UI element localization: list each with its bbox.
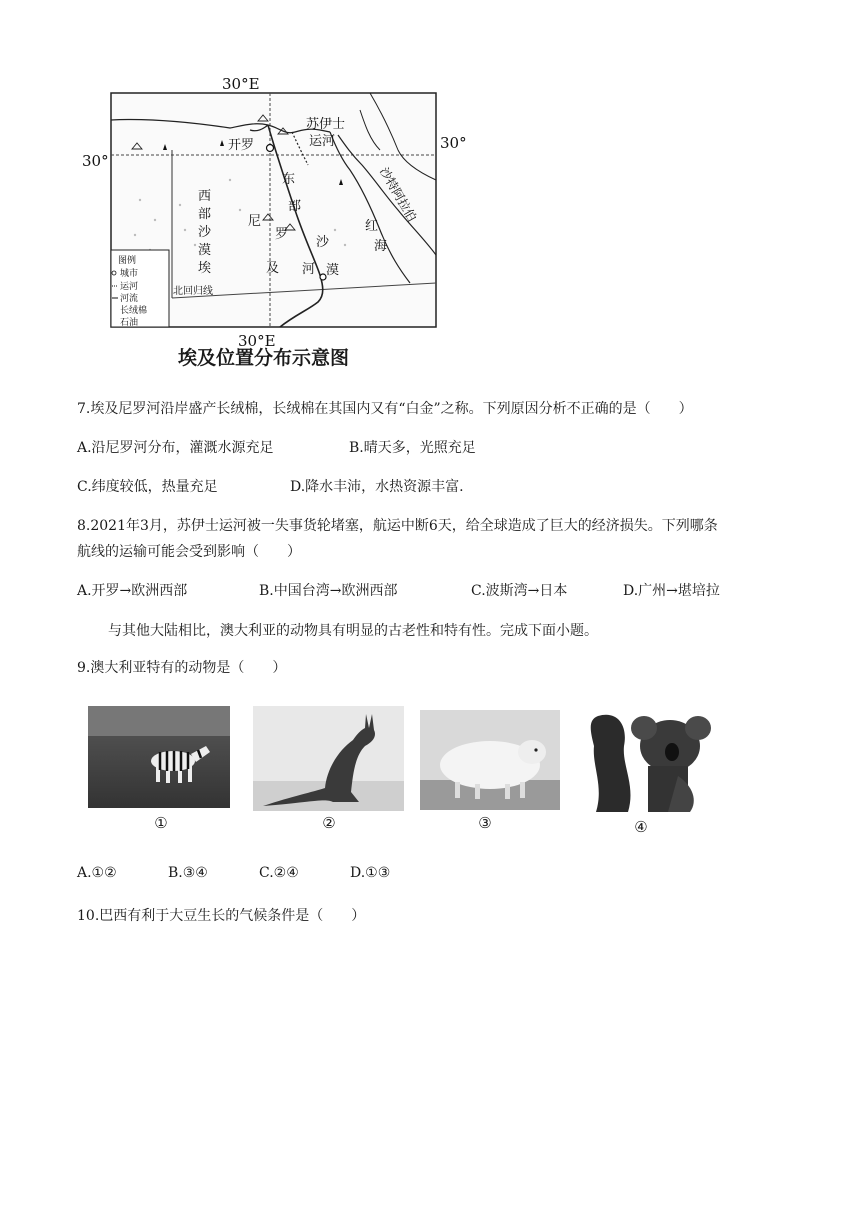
place-west-desert-3: 沙	[198, 225, 212, 240]
legend-item-canal: 运河	[120, 282, 139, 292]
q8-option-a[interactable]: A.开罗→欧洲西部	[77, 583, 188, 599]
place-nile-3: 河	[302, 262, 316, 277]
tropic-label: 北回归线	[173, 286, 213, 297]
q10-stem: 10.巴西有利于大豆生长的气候条件是（ ）	[77, 908, 366, 924]
legend-item-oil: 石油	[120, 318, 139, 328]
q9-option-d[interactable]: D.①③	[350, 865, 391, 881]
q9-option-a[interactable]: A.①②	[77, 865, 117, 881]
photo-koala	[578, 706, 718, 814]
q7-option-b[interactable]: B.晴天多，光照充足	[349, 440, 476, 456]
q7-stem: 7.埃及尼罗河沿岸盛产长绒棉，长绒棉在其国内又有“白金”之称。下列原因分析不正确的是（ ）	[77, 401, 693, 417]
place-east-desert-3: 沙	[316, 235, 330, 250]
place-cairo: 开罗	[228, 138, 255, 153]
place-west-desert-2: 部	[198, 207, 212, 222]
place-west-desert-4: 漠	[198, 243, 212, 258]
photo-zebra	[88, 706, 230, 808]
q8-option-b[interactable]: B.中国台湾→欧洲西部	[259, 583, 398, 599]
lat-label-left: 30°	[82, 152, 109, 170]
map-title: 埃及位置分布示意图	[178, 347, 350, 369]
q8-stem-line1: 8.2021年3月，苏伊士运河被一失事货轮堵塞，航运中断6天，给全球造成了巨大的经济损失。下列哪条	[77, 518, 718, 534]
place-suez-2: 运河	[309, 134, 336, 149]
q7-option-a[interactable]: A.沿尼罗河分布，灌溉水源充足	[77, 440, 274, 456]
place-east-desert-1: 东	[282, 172, 296, 187]
q8-stem-line2: 航线的运输可能会受到影响（ ）	[77, 544, 301, 560]
place-east-desert-4: 漠	[326, 263, 340, 278]
q9-option-c[interactable]: C.②④	[259, 865, 299, 881]
place-suez-1: 苏伊士	[306, 117, 346, 132]
place-red-sea-1: 红	[365, 219, 379, 234]
photo-label-2: ②	[322, 814, 336, 832]
place-saudi: 沙特阿拉伯	[376, 165, 420, 225]
photo-label-4: ④	[634, 818, 648, 836]
legend-item-cotton: 长绒棉	[120, 306, 148, 316]
group-intro: 与其他大陆相比，澳大利亚的动物具有明显的古老性和特有性。完成下面小题。	[108, 623, 598, 639]
legend-item-city: 城市	[120, 269, 139, 279]
lat-label-right: 30°	[440, 134, 467, 152]
place-west-desert-1: 西	[198, 189, 212, 204]
place-nile-1: 尼	[248, 214, 262, 229]
q7-option-c[interactable]: C.纬度较低，热量充足	[77, 479, 218, 495]
photo-sheep	[420, 710, 560, 810]
lon-label-top: 30°E	[222, 75, 260, 93]
q9-option-b[interactable]: B.③④	[168, 865, 208, 881]
place-red-sea-2: 海	[374, 239, 388, 254]
legend-item-river: 河流	[120, 294, 139, 304]
photo-label-3: ③	[478, 814, 492, 832]
q9-stem: 9.澳大利亚特有的动物是（ ）	[77, 660, 287, 676]
photo-kangaroo	[253, 706, 404, 811]
photo-label-1: ①	[154, 814, 168, 832]
place-nile-2: 罗	[275, 227, 289, 242]
q8-option-d[interactable]: D.广州→堪培拉	[623, 583, 720, 599]
map-figure	[80, 70, 480, 370]
place-egypt-ji: 及	[266, 261, 280, 276]
legend-title: 图例	[118, 256, 137, 266]
place-egypt-ai: 埃	[198, 261, 212, 276]
egypt-map	[80, 70, 480, 370]
place-east-desert-2: 部	[288, 199, 302, 214]
q7-option-d[interactable]: D.降水丰沛，水热资源丰富.	[290, 479, 464, 495]
q8-option-c[interactable]: C.波斯湾→日本	[471, 583, 568, 599]
lon-label-bottom: 30°E	[238, 332, 276, 350]
